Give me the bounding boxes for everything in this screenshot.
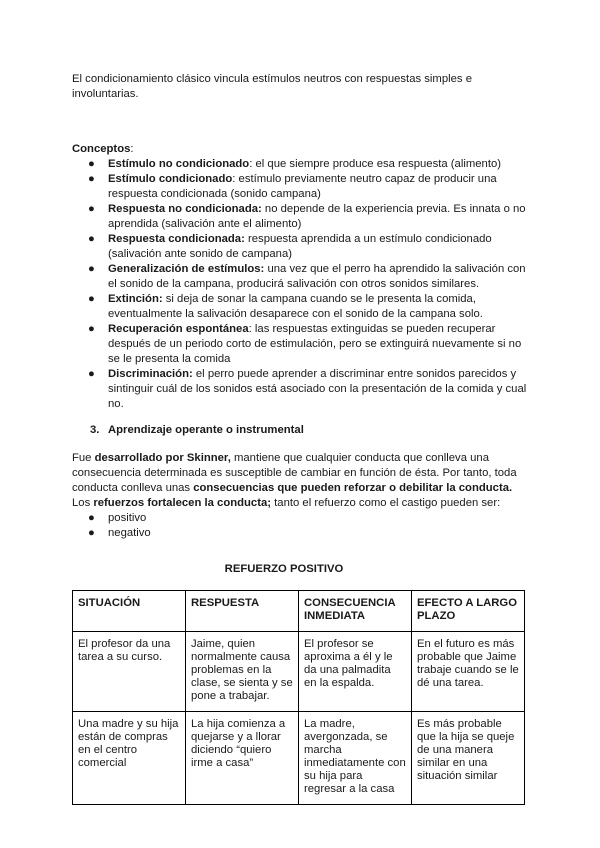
bullet-icon: ● bbox=[88, 263, 95, 275]
section-title: Aprendizaje operante o instrumental bbox=[108, 424, 304, 436]
bullet-icon: ● bbox=[88, 368, 95, 380]
column-header: RESPUESTA bbox=[186, 591, 299, 632]
table-row bbox=[73, 632, 525, 712]
table-cell: En el futuro es más probable que Jaime trabaje cuando se le dé una tarea. bbox=[412, 632, 525, 712]
bullet-icon: ● bbox=[88, 293, 95, 305]
paragraph-text: mantiene que cualquier conducta que conlleva una consecuencia determinada es susceptible de cambiar en función de ésta. Por tanto, toda conducta conlleva unas bbox=[72, 452, 517, 494]
paragraph-bold: consecuencias que pueden reforzar o debilitar la conducta. bbox=[193, 482, 513, 494]
concept-text: si deja de sonar la campana cuando se le presenta la comida, eventualmente la salivación desaparece con el sonido de la campana solo. bbox=[108, 293, 483, 320]
section-number: 3. bbox=[90, 424, 100, 436]
paragraph-bold: refuerzos fortalecen la conducta; bbox=[93, 497, 272, 509]
bullet-icon: ● bbox=[88, 527, 95, 539]
concept-text: : las respuestas extinguidas se pueden recuperar después de un periodo corto de estimulación, pero se extinguirá nuevamente si no se le presenta la comida bbox=[108, 323, 522, 365]
concept-text: el perro puede aprender a discriminar entre sonidos parecidos y sintinguir cuál de los sonidos está asociado con la presentación de la comida y cual no. bbox=[108, 368, 527, 410]
table-cell: El profesor se aproxima a él y le da una palmadita en la espalda. bbox=[299, 632, 412, 712]
concept-text: respuesta aprendida a un estímulo condicionado (salivación ante sonido de campana) bbox=[108, 233, 492, 260]
table-header-row bbox=[73, 591, 525, 632]
concept-text: una vez que el perro ha aprendido la salivación con el sonido de la campana, producirá salivación con otros sonidos similares. bbox=[108, 263, 526, 290]
bullet-icon: ● bbox=[88, 512, 95, 524]
concepts-heading bbox=[72, 142, 528, 157]
table-cell: Una madre y su hija están de compras en el centro comercial bbox=[73, 712, 186, 805]
concept-term: Respuesta no condicionada: bbox=[108, 203, 262, 215]
concept-term: Estímulo condicionado bbox=[108, 173, 233, 185]
skinner-paragraph bbox=[72, 451, 528, 511]
paragraph-text: Fue bbox=[72, 452, 95, 464]
concepts-list bbox=[72, 157, 528, 412]
concept-text: : estímulo previamente neutro capaz de producir una respuesta condicionada (sonido campana) bbox=[108, 173, 497, 200]
table-cell: La hija comienza a quejarse y a llorar diciendo “quiero irme a casa” bbox=[186, 712, 299, 805]
list-item bbox=[72, 292, 528, 322]
list-item bbox=[72, 367, 528, 412]
concept-term: Extinción: bbox=[108, 293, 163, 305]
type-label: positivo bbox=[108, 512, 147, 524]
table-cell: Es más probable que la hija se queje de una manera similar en una situación similar bbox=[412, 712, 525, 805]
paragraph-text: tanto el refuerzo como el castigo pueden ser: bbox=[271, 497, 501, 509]
paragraph-bold: desarrollado por Skinner, bbox=[94, 452, 231, 464]
table-title: REFUERZO POSITIVO bbox=[224, 563, 344, 575]
paragraph-text: Los bbox=[72, 497, 94, 509]
concept-term: Generalización de estímulos: bbox=[108, 263, 265, 275]
reinforcement-types-list bbox=[72, 511, 528, 541]
concept-text: no depende de la experiencia previa. Es innata o no aprendida (salivación ante el alimento) bbox=[108, 203, 526, 230]
table-cell: El profesor da una tarea a su curso. bbox=[73, 632, 186, 712]
list-item bbox=[72, 262, 528, 292]
bullet-icon: ● bbox=[88, 203, 95, 215]
concept-term: Respuesta condicionada: bbox=[108, 233, 245, 245]
bullet-icon: ● bbox=[88, 173, 95, 185]
bullet-icon: ● bbox=[88, 323, 95, 335]
list-item bbox=[72, 202, 528, 232]
column-header: CONSECUENCIA INMEDIATA bbox=[299, 591, 412, 632]
table-cell: La madre, avergonzada, se marcha inmediatamente con su hija para regresar a la casa bbox=[299, 712, 412, 805]
list-item bbox=[72, 322, 528, 367]
reinforcement-table bbox=[72, 590, 525, 805]
bullet-icon: ● bbox=[88, 233, 95, 245]
intro-paragraph: El condicionamiento clásico vincula estímulos neutros con respuestas simples e involuntarias. bbox=[72, 73, 472, 100]
concepts-heading-colon: : bbox=[130, 143, 134, 155]
document-page bbox=[72, 72, 528, 805]
type-label: negativo bbox=[108, 527, 151, 539]
concept-term: Discriminación: bbox=[108, 368, 193, 380]
column-header: EFECTO A LARGO PLAZO bbox=[412, 591, 525, 632]
bullet-icon: ● bbox=[88, 158, 95, 170]
list-item bbox=[72, 526, 528, 541]
list-item bbox=[72, 511, 528, 526]
table-row bbox=[73, 712, 525, 805]
table-cell: Jaime, quien normalmente causa problemas en la clase, se sienta y se pone a trabajar. bbox=[186, 632, 299, 712]
list-item bbox=[72, 157, 528, 172]
section-heading bbox=[72, 423, 528, 438]
list-item bbox=[72, 172, 528, 202]
list-item bbox=[72, 232, 528, 262]
concept-term: Estímulo no condicionado bbox=[108, 158, 250, 170]
concepts-heading-label: Conceptos bbox=[72, 143, 131, 155]
column-header: SITUACIÓN bbox=[73, 591, 186, 632]
concept-text: : el que siempre produce esa respuesta (alimento) bbox=[249, 158, 502, 170]
concept-term: Recuperación espontánea bbox=[108, 323, 249, 335]
